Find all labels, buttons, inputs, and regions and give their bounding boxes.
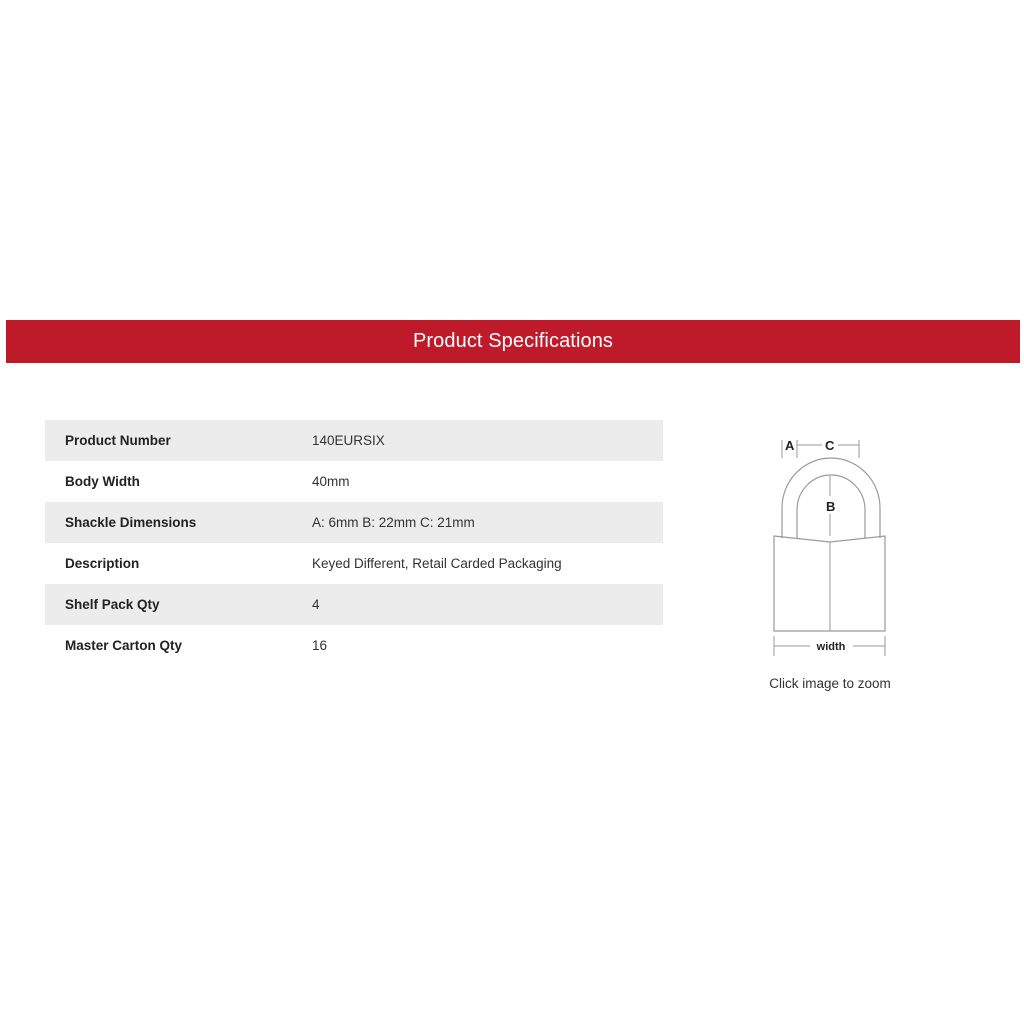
section-title: Product Specifications (412, 330, 614, 352)
spec-label: Description (65, 556, 140, 571)
spec-row-body-width (45, 461, 663, 502)
spec-value: 140EURSIX (312, 433, 385, 448)
label-b: B (826, 499, 836, 514)
spec-row-shackle-dimensions (45, 502, 663, 543)
padlock-icon (764, 432, 896, 662)
spec-label: Body Width (65, 474, 140, 489)
section-header-banner (6, 320, 1020, 363)
spec-table (45, 420, 663, 666)
spec-row-master-carton-qty (45, 625, 663, 666)
label-c: C (825, 438, 835, 453)
spec-value: A: 6mm B: 22mm C: 21mm (312, 515, 475, 530)
spec-label: Product Number (65, 433, 171, 448)
spec-value: 4 (312, 597, 320, 612)
spec-label: Shackle Dimensions (65, 515, 197, 530)
spec-row-description (45, 543, 663, 584)
label-a: A (785, 438, 795, 453)
spec-row-shelf-pack-qty (45, 584, 663, 625)
zoom-caption[interactable]: Click image to zoom (769, 676, 891, 691)
spec-label: Shelf Pack Qty (65, 597, 160, 612)
spec-value: Keyed Different, Retail Carded Packaging (312, 556, 562, 571)
padlock-dimension-diagram[interactable] (764, 432, 896, 662)
spec-value: 16 (312, 638, 328, 653)
spec-row-product-number (45, 420, 663, 461)
spec-label: Master Carton Qty (65, 638, 183, 653)
label-width: width (816, 641, 846, 653)
spec-value: 40mm (312, 474, 350, 489)
